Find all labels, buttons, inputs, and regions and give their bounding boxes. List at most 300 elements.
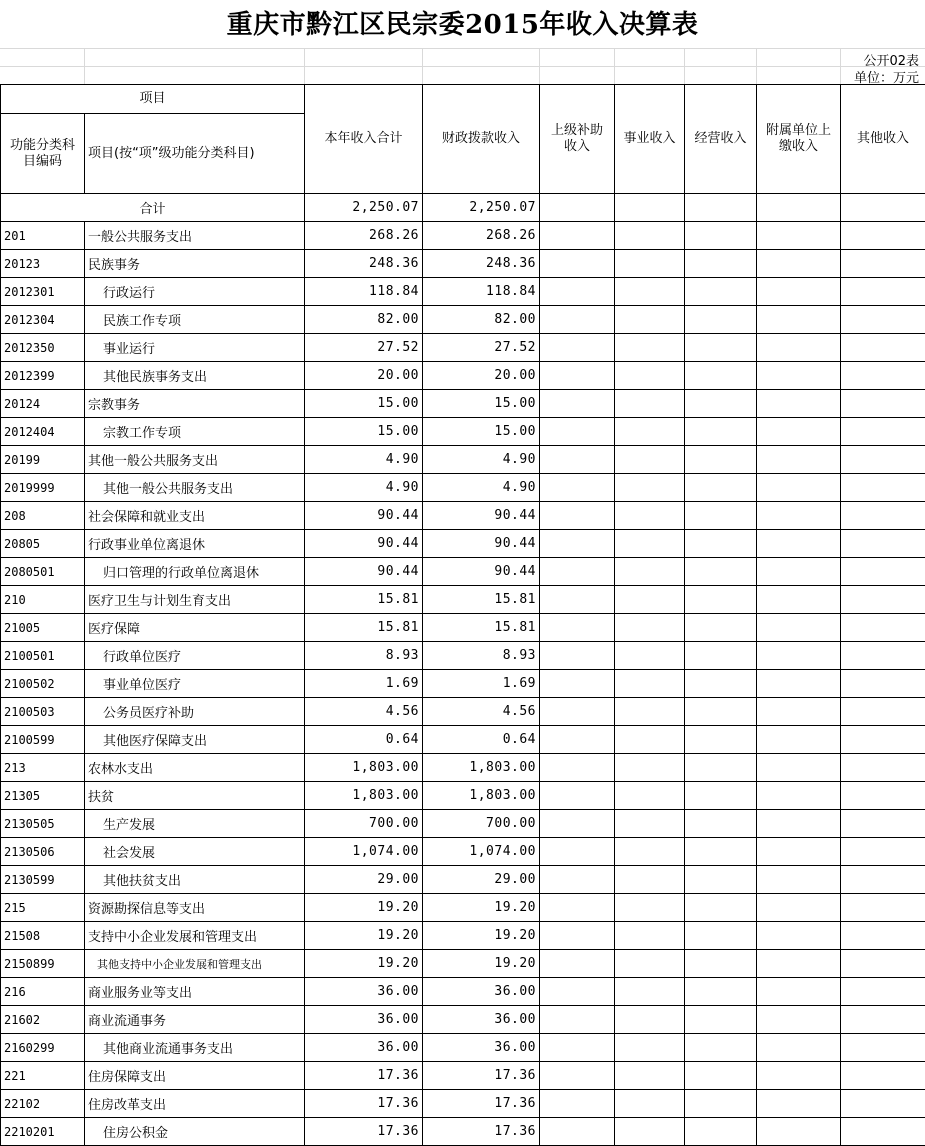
table-row xyxy=(1,1090,925,1118)
empty-cell xyxy=(685,642,757,670)
empty-cell xyxy=(685,950,757,978)
empty-cell xyxy=(615,278,685,306)
form-number: 公开02表 xyxy=(863,50,919,69)
empty-cell xyxy=(615,698,685,726)
row-code: 20805 xyxy=(1,530,85,558)
empty-cell xyxy=(757,306,841,334)
row-name: 住房保障支出 xyxy=(85,1062,305,1090)
empty-cell xyxy=(757,558,841,586)
empty-cell xyxy=(757,278,841,306)
row-fiscal: 1,803.00 xyxy=(423,754,540,782)
row-total: 15.81 xyxy=(305,614,423,642)
row-total: 4.90 xyxy=(305,446,423,474)
empty-cell xyxy=(540,838,615,866)
row-code: 20124 xyxy=(1,390,85,418)
row-fiscal: 19.20 xyxy=(423,950,540,978)
row-fiscal: 17.36 xyxy=(423,1118,540,1146)
empty-cell xyxy=(757,810,841,838)
total-income: 2,250.07 xyxy=(305,194,423,222)
empty-cell xyxy=(615,1062,685,1090)
row-fiscal: 19.20 xyxy=(423,894,540,922)
empty-cell xyxy=(540,390,615,418)
row-fiscal: 19.20 xyxy=(423,922,540,950)
table-row xyxy=(1,390,925,418)
empty-cell xyxy=(757,894,841,922)
row-fiscal: 700.00 xyxy=(423,810,540,838)
empty-cell xyxy=(841,642,925,670)
empty-cell xyxy=(685,866,757,894)
row-fiscal: 1,074.00 xyxy=(423,838,540,866)
row-code: 2130599 xyxy=(1,866,85,894)
empty-cell xyxy=(540,278,615,306)
empty-cell xyxy=(841,810,925,838)
empty-cell xyxy=(615,446,685,474)
empty-cell xyxy=(540,782,615,810)
row-name: 其他一般公共服务支出 xyxy=(85,474,305,502)
empty-cell xyxy=(615,1006,685,1034)
empty-cell xyxy=(615,754,685,782)
row-total: 4.56 xyxy=(305,698,423,726)
table-row xyxy=(1,530,925,558)
table-row xyxy=(1,698,925,726)
empty-cell xyxy=(757,950,841,978)
row-fiscal: 15.00 xyxy=(423,390,540,418)
empty-cell xyxy=(685,698,757,726)
empty-cell xyxy=(540,558,615,586)
empty-cell xyxy=(540,222,615,250)
table-row xyxy=(1,782,925,810)
row-name: 医疗保障 xyxy=(85,614,305,642)
row-total: 1,074.00 xyxy=(305,838,423,866)
empty-cell xyxy=(841,222,925,250)
table-row xyxy=(1,1062,925,1090)
empty-cell xyxy=(540,250,615,278)
empty-cell xyxy=(841,698,925,726)
row-name: 一般公共服务支出 xyxy=(85,222,305,250)
empty-cell xyxy=(615,530,685,558)
row-code: 2100501 xyxy=(1,642,85,670)
empty-cell xyxy=(685,810,757,838)
table-row xyxy=(1,642,925,670)
table-row xyxy=(1,978,925,1006)
row-name: 其他民族事务支出 xyxy=(85,362,305,390)
row-name: 行政单位医疗 xyxy=(85,642,305,670)
empty-cell xyxy=(841,978,925,1006)
row-name: 生产发展 xyxy=(85,810,305,838)
empty-cell xyxy=(615,866,685,894)
row-name: 行政事业单位离退休 xyxy=(85,530,305,558)
row-code: 215 xyxy=(1,894,85,922)
empty-cell xyxy=(757,1090,841,1118)
empty-cell xyxy=(757,222,841,250)
empty-cell xyxy=(685,1062,757,1090)
empty-cell xyxy=(685,614,757,642)
empty-cell xyxy=(540,754,615,782)
empty-cell xyxy=(615,418,685,446)
row-total: 268.26 xyxy=(305,222,423,250)
row-fiscal: 90.44 xyxy=(423,558,540,586)
row-total: 0.64 xyxy=(305,726,423,754)
table-row xyxy=(1,586,925,614)
row-name: 归口管理的行政单位离退休 xyxy=(85,558,305,586)
row-fiscal: 118.84 xyxy=(423,278,540,306)
empty-cell xyxy=(540,362,615,390)
row-name: 资源勘探信息等支出 xyxy=(85,894,305,922)
empty-cell xyxy=(841,614,925,642)
row-total: 17.36 xyxy=(305,1118,423,1146)
row-name: 行政运行 xyxy=(85,278,305,306)
row-fiscal: 0.64 xyxy=(423,726,540,754)
empty-cell xyxy=(685,1118,757,1146)
empty-cell xyxy=(615,250,685,278)
empty-cell xyxy=(841,894,925,922)
row-fiscal: 4.90 xyxy=(423,446,540,474)
row-fiscal: 15.00 xyxy=(423,418,540,446)
empty-cell xyxy=(841,950,925,978)
empty-cell xyxy=(615,642,685,670)
empty-cell xyxy=(540,922,615,950)
empty-cell xyxy=(540,586,615,614)
empty-cell xyxy=(685,474,757,502)
row-fiscal: 29.00 xyxy=(423,866,540,894)
row-total: 15.81 xyxy=(305,586,423,614)
table-row xyxy=(1,614,925,642)
empty-cell xyxy=(540,1118,615,1146)
row-fiscal: 15.81 xyxy=(423,586,540,614)
empty-cell xyxy=(615,1118,685,1146)
empty-cell xyxy=(615,586,685,614)
empty-cell xyxy=(685,1090,757,1118)
row-code: 208 xyxy=(1,502,85,530)
table-row xyxy=(1,1034,925,1062)
empty-cell xyxy=(841,278,925,306)
empty-cell xyxy=(540,306,615,334)
row-name: 其他一般公共服务支出 xyxy=(85,446,305,474)
empty-cell xyxy=(685,670,757,698)
empty-cell xyxy=(540,978,615,1006)
empty-cell xyxy=(615,390,685,418)
empty-cell xyxy=(685,278,757,306)
row-fiscal: 8.93 xyxy=(423,642,540,670)
empty-cell xyxy=(841,558,925,586)
row-total: 36.00 xyxy=(305,1006,423,1034)
row-fiscal: 4.56 xyxy=(423,698,540,726)
row-fiscal: 90.44 xyxy=(423,530,540,558)
empty-cell xyxy=(841,782,925,810)
table-row xyxy=(1,866,925,894)
empty-cell xyxy=(685,530,757,558)
table-row xyxy=(1,838,925,866)
table-row xyxy=(1,1006,925,1034)
row-total: 19.20 xyxy=(305,950,423,978)
empty-cell xyxy=(841,502,925,530)
empty-cell xyxy=(685,334,757,362)
row-name: 医疗卫生与计划生育支出 xyxy=(85,586,305,614)
row-name: 民族事务 xyxy=(85,250,305,278)
empty-cell xyxy=(615,502,685,530)
empty-cell xyxy=(540,894,615,922)
row-total: 8.93 xyxy=(305,642,423,670)
header-affiliated: 附属单位上缴收入 xyxy=(757,85,841,194)
empty-cell xyxy=(685,726,757,754)
header-item-group: 项目 xyxy=(1,85,305,114)
empty-cell xyxy=(615,334,685,362)
table-row xyxy=(1,474,925,502)
empty-cell xyxy=(757,250,841,278)
empty-cell xyxy=(540,866,615,894)
empty-cell xyxy=(841,1090,925,1118)
empty-cell xyxy=(540,418,615,446)
empty-cell xyxy=(540,950,615,978)
empty-cell xyxy=(540,726,615,754)
row-code: 2130505 xyxy=(1,810,85,838)
row-total: 4.90 xyxy=(305,474,423,502)
header-fiscal: 财政拨款收入 xyxy=(423,85,540,194)
row-total: 90.44 xyxy=(305,530,423,558)
header-code: 功能分类科目编码 xyxy=(1,114,85,194)
empty-cell xyxy=(540,810,615,838)
empty-cell xyxy=(540,1062,615,1090)
empty-cell xyxy=(841,334,925,362)
empty-cell xyxy=(615,1090,685,1118)
row-name: 住房改革支出 xyxy=(85,1090,305,1118)
table-row xyxy=(1,1118,925,1146)
empty-cell xyxy=(685,978,757,1006)
empty-cell xyxy=(685,922,757,950)
empty-cell xyxy=(615,726,685,754)
empty-cell xyxy=(757,1006,841,1034)
row-total: 29.00 xyxy=(305,866,423,894)
empty-cell xyxy=(841,306,925,334)
empty-cell xyxy=(841,1006,925,1034)
row-name: 其他支持中小企业发展和管理支出 xyxy=(85,950,305,978)
table-row xyxy=(1,446,925,474)
table-row xyxy=(1,558,925,586)
empty-cell xyxy=(841,1118,925,1146)
empty-cell xyxy=(615,782,685,810)
table-row xyxy=(1,922,925,950)
empty-cell xyxy=(757,1118,841,1146)
row-code: 201 xyxy=(1,222,85,250)
row-code: 216 xyxy=(1,978,85,1006)
empty-cell xyxy=(685,362,757,390)
table-row xyxy=(1,894,925,922)
row-fiscal: 90.44 xyxy=(423,502,540,530)
row-fiscal: 1.69 xyxy=(423,670,540,698)
empty-cell xyxy=(841,586,925,614)
empty-cell xyxy=(757,726,841,754)
empty-cell xyxy=(540,474,615,502)
row-total: 36.00 xyxy=(305,978,423,1006)
empty-cell xyxy=(685,586,757,614)
empty-cell xyxy=(685,502,757,530)
row-total: 1,803.00 xyxy=(305,782,423,810)
empty-cell xyxy=(757,1034,841,1062)
empty-cell xyxy=(540,446,615,474)
empty-cell xyxy=(685,250,757,278)
row-fiscal: 248.36 xyxy=(423,250,540,278)
row-code: 2012399 xyxy=(1,362,85,390)
row-fiscal: 36.00 xyxy=(423,1006,540,1034)
row-fiscal: 27.52 xyxy=(423,334,540,362)
header-other: 其他收入 xyxy=(841,85,925,194)
empty-cell xyxy=(685,418,757,446)
row-fiscal: 15.81 xyxy=(423,614,540,642)
row-total: 118.84 xyxy=(305,278,423,306)
row-code: 21602 xyxy=(1,1006,85,1034)
row-name: 事业单位医疗 xyxy=(85,670,305,698)
row-code: 2019999 xyxy=(1,474,85,502)
empty-cell xyxy=(615,306,685,334)
table-row xyxy=(1,250,925,278)
row-name: 商业流通事务 xyxy=(85,1006,305,1034)
header-business: 事业收入 xyxy=(615,85,685,194)
empty-cell xyxy=(841,530,925,558)
empty-cell xyxy=(685,838,757,866)
empty-cell xyxy=(841,726,925,754)
row-name: 扶贫 xyxy=(85,782,305,810)
empty-cell xyxy=(615,222,685,250)
total-fiscal: 2,250.07 xyxy=(423,194,540,222)
empty-cell xyxy=(540,1090,615,1118)
table-row xyxy=(1,278,925,306)
row-name: 宗教工作专项 xyxy=(85,418,305,446)
empty-cell xyxy=(540,334,615,362)
empty-cell xyxy=(540,1006,615,1034)
empty-cell xyxy=(615,922,685,950)
empty-cell xyxy=(757,614,841,642)
empty-cell xyxy=(615,1034,685,1062)
row-name: 农林水支出 xyxy=(85,754,305,782)
row-name: 民族工作专项 xyxy=(85,306,305,334)
row-total: 1.69 xyxy=(305,670,423,698)
row-code: 2012350 xyxy=(1,334,85,362)
table-row xyxy=(1,306,925,334)
empty-cell xyxy=(685,446,757,474)
total-label: 合计 xyxy=(1,194,305,222)
row-total: 20.00 xyxy=(305,362,423,390)
row-total: 15.00 xyxy=(305,418,423,446)
row-code: 2130506 xyxy=(1,838,85,866)
table-row xyxy=(1,726,925,754)
row-total: 19.20 xyxy=(305,894,423,922)
row-name: 公务员医疗补助 xyxy=(85,698,305,726)
row-code: 21305 xyxy=(1,782,85,810)
empty-cell xyxy=(757,642,841,670)
row-code: 20199 xyxy=(1,446,85,474)
row-code: 2100599 xyxy=(1,726,85,754)
empty-cell xyxy=(841,670,925,698)
report-title: 重庆市黔江区民宗委2015年收入决算表 xyxy=(0,0,925,48)
row-fiscal: 17.36 xyxy=(423,1062,540,1090)
empty-cell xyxy=(685,1034,757,1062)
row-name: 社会发展 xyxy=(85,838,305,866)
row-code: 21508 xyxy=(1,922,85,950)
total-row xyxy=(1,194,925,222)
empty-cell xyxy=(615,950,685,978)
empty-cell xyxy=(757,586,841,614)
table-row xyxy=(1,810,925,838)
empty-cell xyxy=(615,474,685,502)
empty-cell xyxy=(757,390,841,418)
empty-cell xyxy=(615,838,685,866)
row-name: 支持中小企业发展和管理支出 xyxy=(85,922,305,950)
empty-cell xyxy=(757,362,841,390)
empty-cell xyxy=(757,530,841,558)
empty-cell xyxy=(615,614,685,642)
row-fiscal: 1,803.00 xyxy=(423,782,540,810)
row-code: 2080501 xyxy=(1,558,85,586)
row-total: 27.52 xyxy=(305,334,423,362)
row-total: 17.36 xyxy=(305,1090,423,1118)
empty-cell xyxy=(757,978,841,1006)
row-total: 15.00 xyxy=(305,390,423,418)
row-name: 商业服务业等支出 xyxy=(85,978,305,1006)
row-code: 22102 xyxy=(1,1090,85,1118)
empty-cell xyxy=(757,1062,841,1090)
empty-cell xyxy=(841,922,925,950)
row-fiscal: 20.00 xyxy=(423,362,540,390)
income-table xyxy=(0,84,925,1146)
row-name: 事业运行 xyxy=(85,334,305,362)
empty-cell xyxy=(757,670,841,698)
empty-cell xyxy=(841,1062,925,1090)
row-fiscal: 17.36 xyxy=(423,1090,540,1118)
unit-label: 单位：万元 xyxy=(854,67,919,86)
row-code: 20123 xyxy=(1,250,85,278)
empty-cell xyxy=(685,390,757,418)
row-name: 住房公积金 xyxy=(85,1118,305,1146)
row-name: 宗教事务 xyxy=(85,390,305,418)
empty-cell xyxy=(841,754,925,782)
header-item-name: 项目(按“项”级功能分类科目) xyxy=(85,114,305,194)
empty-cell xyxy=(540,530,615,558)
header-operation: 经营收入 xyxy=(685,85,757,194)
header-total: 本年收入合计 xyxy=(305,85,423,194)
row-fiscal: 36.00 xyxy=(423,978,540,1006)
empty-cell xyxy=(841,474,925,502)
empty-cell xyxy=(841,446,925,474)
empty-cell xyxy=(757,782,841,810)
empty-cell xyxy=(540,502,615,530)
empty-cell xyxy=(757,698,841,726)
empty-cell xyxy=(685,306,757,334)
row-code: 21005 xyxy=(1,614,85,642)
empty-cell xyxy=(685,782,757,810)
empty-cell xyxy=(540,670,615,698)
empty-cell xyxy=(685,754,757,782)
empty-cell xyxy=(757,446,841,474)
row-total: 19.20 xyxy=(305,922,423,950)
empty-cell xyxy=(615,362,685,390)
row-total: 82.00 xyxy=(305,306,423,334)
row-code: 210 xyxy=(1,586,85,614)
row-code: 2100503 xyxy=(1,698,85,726)
empty-cell xyxy=(841,838,925,866)
empty-cell xyxy=(540,1034,615,1062)
empty-cell xyxy=(841,250,925,278)
empty-cell xyxy=(757,502,841,530)
empty-cell xyxy=(757,866,841,894)
empty-cell xyxy=(757,418,841,446)
row-code: 213 xyxy=(1,754,85,782)
table-row xyxy=(1,670,925,698)
empty-cell xyxy=(841,866,925,894)
row-code: 2012404 xyxy=(1,418,85,446)
row-code: 2100502 xyxy=(1,670,85,698)
row-fiscal: 36.00 xyxy=(423,1034,540,1062)
empty-cell xyxy=(685,1006,757,1034)
